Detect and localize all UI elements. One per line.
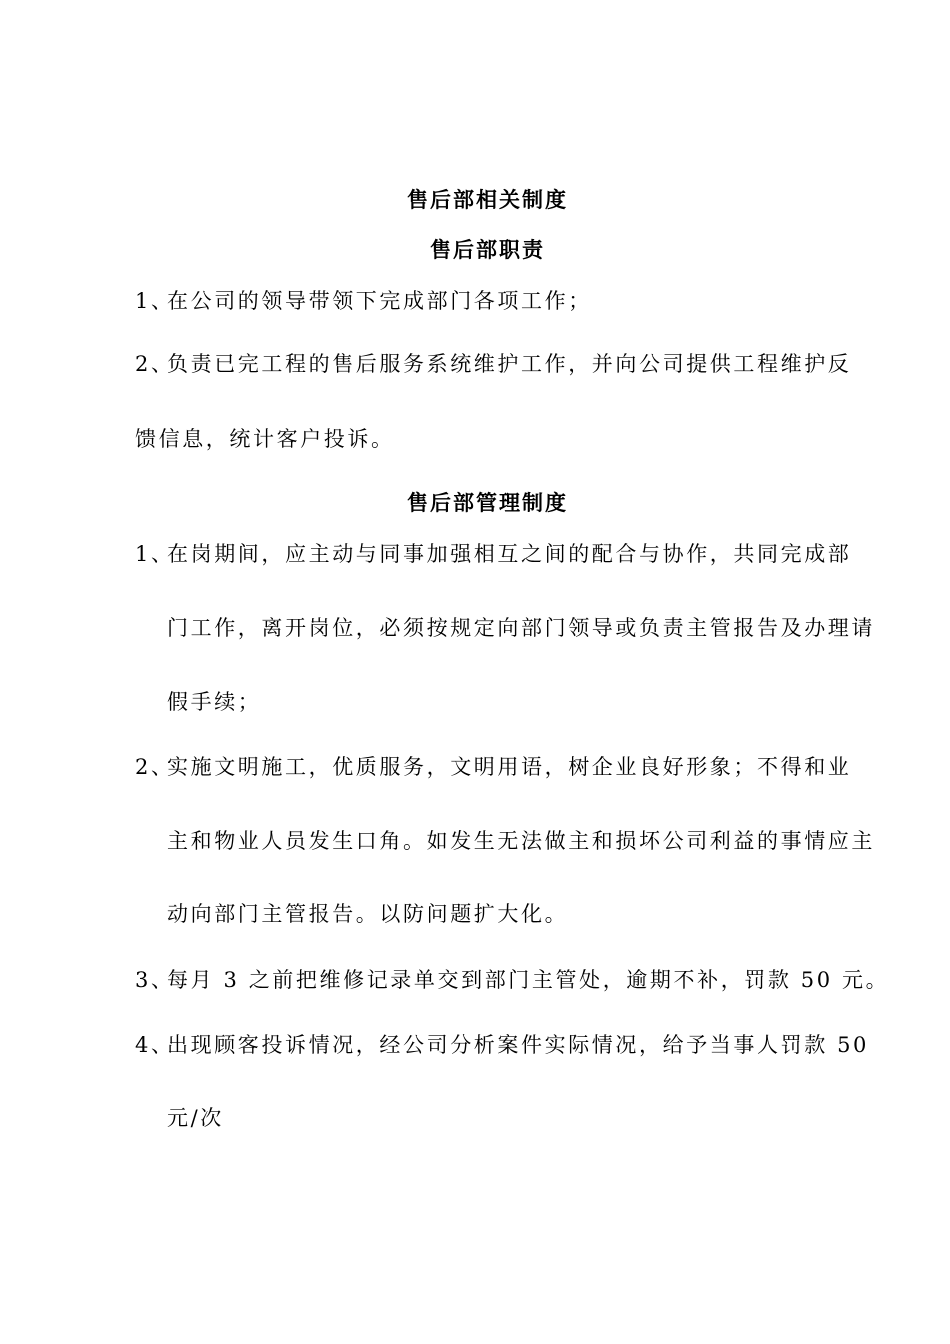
- duties-item-2-number: 2、: [135, 352, 175, 376]
- duties-item-1-text: 在公司的领导带领下完成部门各项工作；: [167, 289, 592, 313]
- management-item-4-number: 4、: [135, 1033, 175, 1057]
- management-item-1-line-3: 假手续；: [167, 690, 262, 714]
- management-item-3: [135, 967, 889, 993]
- management-item-2-number: 2、: [135, 755, 175, 779]
- management-item-1-text: 在岗期间，应主动与同事加强相互之间的配合与协作，共同完成部: [167, 542, 852, 566]
- management-item-2: [135, 754, 851, 780]
- management-item-4-text: 出现顾客投诉情况，经公司分析案件实际情况，给予当事人罚款 50: [167, 1033, 869, 1057]
- management-item-4-line-2: 元/次: [167, 1106, 224, 1130]
- duties-item-2-continuation: 馈信息，统计客户投诉。: [135, 427, 395, 451]
- management-item-1-line-2: 门工作，离开岗位，必须按规定向部门领导或负责主管报告及办理请: [167, 616, 875, 640]
- management-item-2-text: 实施文明施工，优质服务，文明用语，树企业良好形象；不得和业: [167, 755, 852, 779]
- duties-heading: 售后部职责: [430, 237, 545, 262]
- management-item-3-text: 每月 3 之前把维修记录单交到部门主管处，逾期不补，罚款 50 元。: [167, 968, 890, 992]
- management-item-1: [135, 541, 851, 567]
- document-title: 售后部相关制度: [407, 187, 568, 212]
- duties-item-2: [135, 351, 851, 377]
- duties-item-1: [135, 288, 592, 314]
- management-heading: 售后部管理制度: [407, 490, 568, 515]
- management-item-2-line-2: 主和物业人员发生口角。如发生无法做主和损坏公司利益的事情应主: [167, 829, 875, 853]
- management-item-2-line-3: 动向部门主管报告。以防问题扩大化。: [167, 902, 569, 926]
- management-item-4: [135, 1032, 869, 1058]
- duties-item-1-number: 1、: [135, 289, 175, 313]
- management-item-1-number: 1、: [135, 542, 175, 566]
- management-item-3-number: 3、: [135, 968, 175, 992]
- duties-item-2-text: 负责已完工程的售后服务系统维护工作，并向公司提供工程维护反: [167, 352, 852, 376]
